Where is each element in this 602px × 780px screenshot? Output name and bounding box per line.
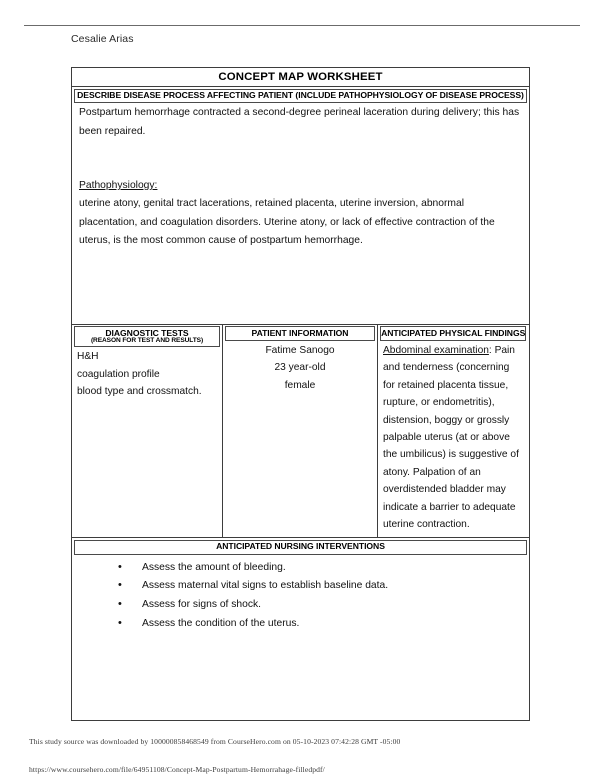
patient-name: Fatime Sanogo: [265, 344, 335, 356]
patient-information-body: [223, 341, 377, 398]
diagnostic-test-item: H&H: [77, 351, 99, 363]
patient-information-header: PATIENT INFORMATION: [225, 326, 375, 341]
diagnostic-tests-header: [74, 326, 220, 347]
worksheet-title: CONCEPT MAP WORKSHEET: [72, 68, 529, 87]
abdominal-examination-text: : Pain and tenderness (concerning for retained placenta tissue, rupture, or endometritis), distension, boggy or grossly palpable uterus (at or above the umbilicus) is suggestive of atony. Palpation of an overdistended bladder may indicate a barrier to adequate uterine contraction.: [383, 344, 519, 530]
download-notice: This study source was downloaded by 100000858468549 from CourseHero.com on 05-10-2023 07:42:28 GMT -05:00: [29, 737, 401, 746]
concept-map-worksheet-table: [71, 67, 530, 721]
header-divider-rule: [24, 25, 580, 26]
anticipated-physical-findings-cell: [378, 325, 528, 538]
source-url: https://www.coursehero.com/file/64951108/Concept-Map-Postpartum-Hemorrahage-filledpdf/: [29, 765, 325, 774]
paragraph-spacer: [79, 141, 522, 177]
describe-disease-process-cell: [72, 89, 529, 325]
three-column-row: [72, 325, 529, 539]
list-item: • Assess the amount of bleeding.: [118, 559, 529, 578]
diagnostic-tests-title: DIAGNOSTIC TESTS: [105, 327, 189, 338]
patient-sex: female: [284, 379, 316, 391]
diagnostic-test-item: coagulation profile: [77, 368, 160, 380]
diagnostic-tests-cell: [72, 325, 223, 538]
diagnostic-tests-subtitle: (REASON FOR TEST AND RESULTS): [90, 337, 204, 345]
abdominal-examination-label: Abdominal examination: [383, 344, 489, 356]
diagnostic-tests-body: [72, 347, 222, 404]
student-name: Cesalie Arias: [71, 33, 134, 45]
nursing-interventions-cell: [72, 540, 529, 720]
list-item: • Assess maternal vital signs to establish baseline data.: [118, 577, 529, 596]
pathophysiology-text: uterine atony, genital tract lacerations, retained placenta, uterine inversion, abnormal placentation, and coagulation disorders. Uterine atony, or lack of effective contraction of the uterus, is the most common cause of postpartum hemorrhage.: [79, 198, 495, 246]
list-item: • Assess for signs of shock.: [118, 596, 529, 615]
anticipated-physical-findings-body: [378, 341, 528, 537]
nursing-interventions-header: ANTICIPATED NURSING INTERVENTIONS: [74, 540, 527, 555]
physical-findings-text: [383, 342, 523, 533]
patient-age: 23 year-old: [274, 362, 326, 374]
nursing-interventions-list: [72, 559, 529, 633]
disease-process-paragraph: Postpartum hemorrhage contracted a second-degree perineal laceration during delivery; this has been repaired.: [79, 107, 520, 137]
list-item: • Assess the condition of the uterus.: [118, 615, 529, 634]
pathophysiology-label: Pathophysiology:: [79, 179, 158, 191]
describe-disease-process-header: DESCRIBE DISEASE PROCESS AFFECTING PATIENT (INCLUDE PATHOPHYSIOLOGY OF DISEASE PROCESS): [74, 89, 527, 104]
describe-disease-process-body: [72, 103, 529, 250]
diagnostic-test-item: blood type and crossmatch.: [77, 386, 202, 398]
anticipated-physical-findings-header: ANTICIPATED PHYSICAL FINDINGS: [380, 326, 526, 341]
patient-information-cell: [223, 325, 378, 538]
